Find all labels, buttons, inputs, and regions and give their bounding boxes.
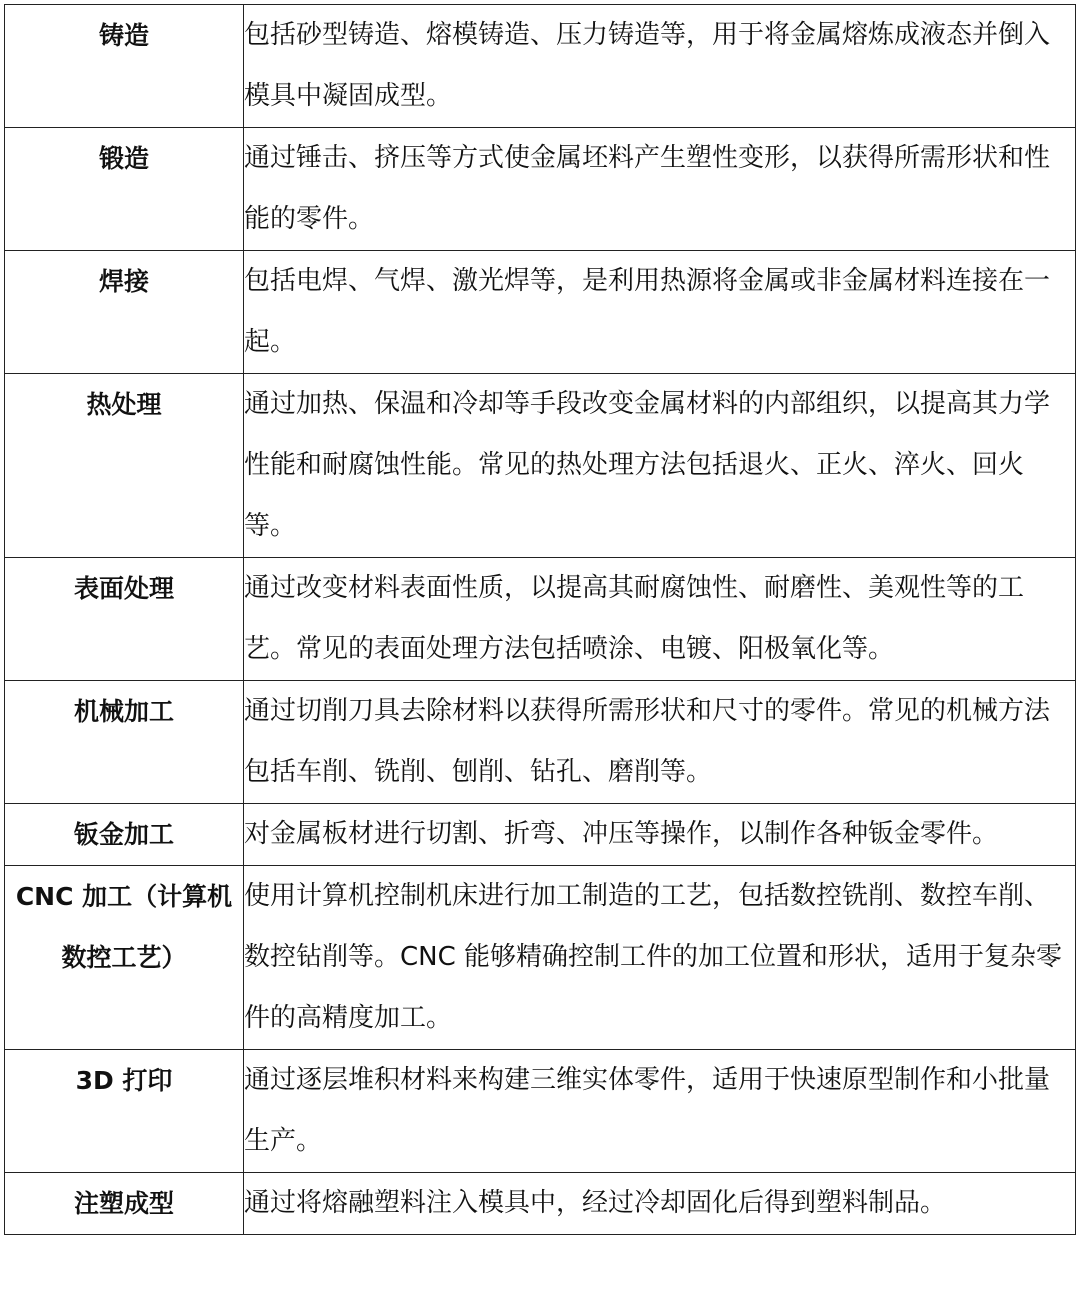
process-description: 通过将熔融塑料注入模具中，经过冷却固化后得到塑料制品。 — [244, 1173, 1076, 1235]
process-name: 钣金加工 — [5, 804, 244, 866]
process-name: 机械加工 — [5, 681, 244, 804]
process-name: 焊接 — [5, 251, 244, 374]
process-name: 锻造 — [5, 128, 244, 251]
process-description: 包括砂型铸造、熔模铸造、压力铸造等，用于将金属熔炼成液态并倒入模具中凝固成型。 — [244, 5, 1076, 128]
table-row — [5, 804, 1076, 866]
process-name: 注塑成型 — [5, 1173, 244, 1235]
process-description: 通过加热、保温和冷却等手段改变金属材料的内部组织，以提高其力学性能和耐腐蚀性能。常见的热处理方法包括退火、正火、淬火、回火等。 — [244, 374, 1076, 558]
process-name: 热处理 — [5, 374, 244, 558]
table-row — [5, 251, 1076, 374]
table-row — [5, 374, 1076, 558]
process-description: 通过逐层堆积材料来构建三维实体零件，适用于快速原型制作和小批量生产。 — [244, 1050, 1076, 1173]
process-description: 通过锤击、挤压等方式使金属坯料产生塑性变形，以获得所需形状和性能的零件。 — [244, 128, 1076, 251]
process-name: CNC 加工（计算机数控工艺） — [5, 866, 244, 1050]
process-table — [4, 4, 1076, 1235]
table-row — [5, 681, 1076, 804]
process-name: 表面处理 — [5, 558, 244, 681]
process-description: 通过改变材料表面性质，以提高其耐腐蚀性、耐磨性、美观性等的工艺。常见的表面处理方法包括喷涂、电镀、阳极氧化等。 — [244, 558, 1076, 681]
process-name: 3D 打印 — [5, 1050, 244, 1173]
process-description: 使用计算机控制机床进行加工制造的工艺，包括数控铣削、数控车削、数控钻削等。CNC 能够精确控制工件的加工位置和形状，适用于复杂零件的高精度加工。 — [244, 866, 1076, 1050]
table-row — [5, 128, 1076, 251]
process-description: 包括电焊、气焊、激光焊等，是利用热源将金属或非金属材料连接在一起。 — [244, 251, 1076, 374]
table-row — [5, 1050, 1076, 1173]
process-description: 通过切削刀具去除材料以获得所需形状和尺寸的零件。常见的机械方法包括车削、铣削、刨削、钻孔、磨削等。 — [244, 681, 1076, 804]
process-description: 对金属板材进行切割、折弯、冲压等操作，以制作各种钣金零件。 — [244, 804, 1076, 866]
table-row — [5, 558, 1076, 681]
process-name: 铸造 — [5, 5, 244, 128]
table-row — [5, 1173, 1076, 1235]
table-row — [5, 866, 1076, 1050]
table-row — [5, 5, 1076, 128]
